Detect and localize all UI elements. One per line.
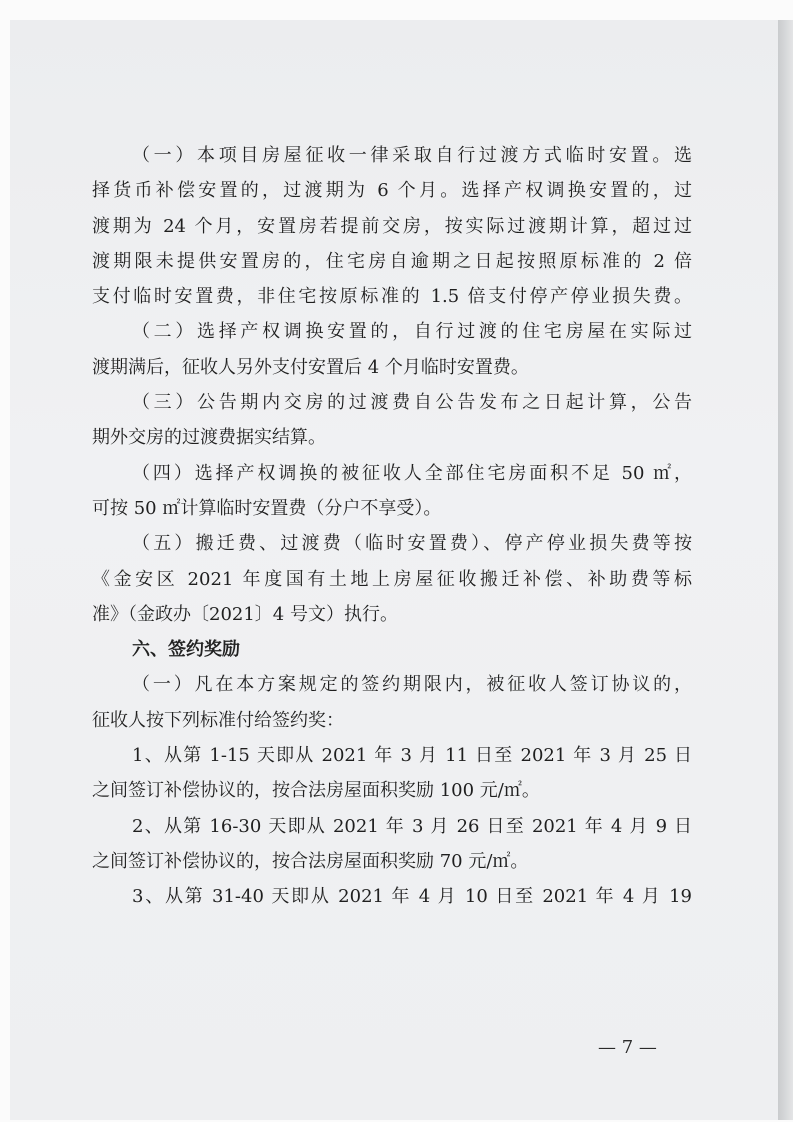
text-line: 可按 50 ㎡计算临时安置费（分户不享受）。: [92, 497, 442, 519]
text-line: 准》（金政办〔2021〕4 号文）执行。: [92, 603, 398, 625]
text-line: 征收人按下列标准付给签约奖：: [92, 709, 344, 731]
body-text: [92, 140, 692, 917]
text-line: 支付临时安置费，非住宅按原标准的 1.5 倍支付停产停业损失费。: [92, 286, 692, 308]
text-line: 期外交房的过渡费据实结算。: [92, 427, 326, 449]
text-line: （一）凡在本方案规定的签约期限内，被征收人签订协议的，: [132, 674, 692, 696]
text-line: 之间签订补偿协议的，按合法房屋面积奖励 70 元/㎡。: [92, 850, 529, 872]
text-line: 择货币补偿安置的，过渡期为 6 个月。选择产权调换安置的，过: [92, 180, 692, 202]
text-line: 渡期为 24 个月，安置房若提前交房，按实际过渡期计算，超过过: [92, 215, 692, 237]
page-edge-shadow: [778, 20, 793, 1120]
text-line: （三）公告期内交房的过渡费自公告发布之日起计算，公告: [132, 392, 692, 414]
text-line: 2、从第 16-30 天即从 2021 年 3 月 26 日至 2021 年 4 月 9 日: [132, 815, 692, 837]
text-line: （一）本项目房屋征收一律采取自行过渡方式临时安置。选: [132, 145, 692, 166]
text-line: 渡期限未提供安置房的，住宅房自逾期之日起按照原标准的 2 倍: [92, 250, 692, 272]
text-line: （二）选择产权调换安置的，自行过渡的住宅房屋在实际过: [132, 321, 692, 343]
text-line: 渡期满后，征收人另外支付安置后 4 个月临时安置费。: [92, 356, 529, 378]
text-line: （五）搬迁费、过渡费（临时安置费）、停产停业损失费等按: [132, 533, 692, 555]
text-line: （四）选择产权调换的被征收人全部住宅房面积不足 50 ㎡，: [132, 462, 692, 484]
text-line: 1、从第 1-15 天即从 2021 年 3 月 11 日至 2021 年 3 月 25 日: [132, 745, 692, 767]
page-number: — 7 —: [598, 1037, 657, 1058]
text-line: 3、从第 31-40 天即从 2021 年 4 月 10 日至 2021 年 4 月 19: [132, 886, 692, 908]
text-line: 之间签订补偿协议的，按合法房屋面积奖励 100 元/㎡。: [92, 780, 540, 802]
section-heading: 六、签约奖励: [132, 639, 240, 661]
text-line: 《金安区 2021 年度国有土地上房屋征收搬迁补偿、补助费等标: [92, 568, 692, 590]
